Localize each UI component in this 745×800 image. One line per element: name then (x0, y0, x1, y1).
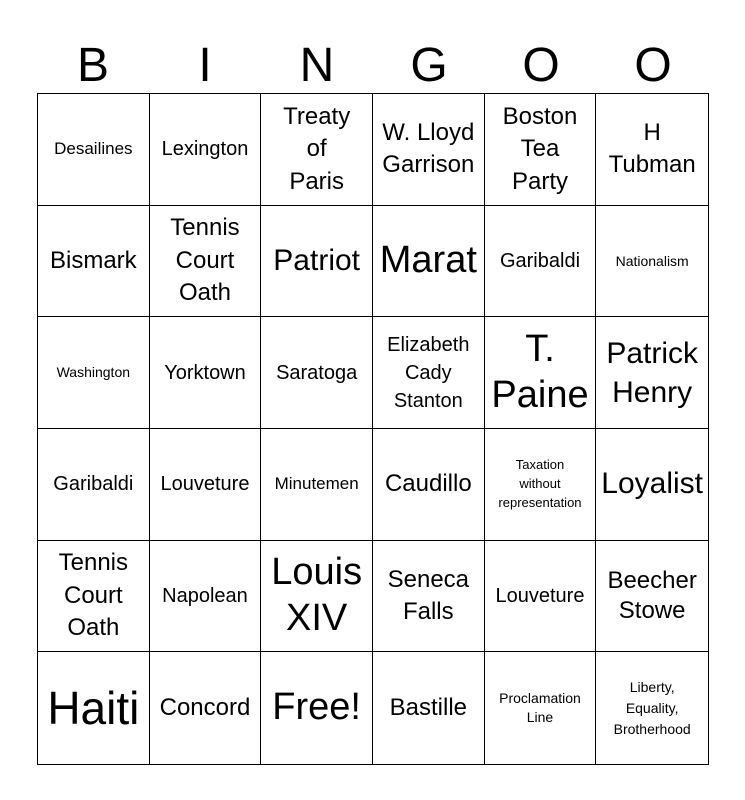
cell-text: Elizabeth Cady Stanton (387, 333, 470, 412)
cell-text: Tennis Court Oath (58, 549, 129, 642)
header-letter-i: I (198, 39, 212, 92)
cell-text: Bismark (49, 246, 137, 274)
bingo-cell[interactable] (596, 429, 708, 541)
cell-text: Marat (379, 239, 477, 282)
header-letter-g: G (410, 39, 448, 92)
bingo-cell[interactable] (38, 317, 150, 429)
cell-text: Loyalist (601, 467, 704, 501)
bingo-cell[interactable] (596, 541, 708, 653)
cell-text: Treaty of Paris (283, 102, 351, 195)
header-letter-o-2: O (634, 39, 672, 92)
cell-text: Liberty, Equality, Brotherhood (613, 678, 691, 737)
bingo-cell[interactable] (38, 541, 150, 653)
bingo-cell[interactable] (150, 94, 262, 206)
cell-text: Proclamation Line (499, 690, 581, 726)
cell-text: H Tubman (608, 118, 696, 179)
bingo-cell[interactable] (261, 541, 373, 653)
cell-text: Haiti (47, 681, 140, 734)
bingo-cell[interactable] (38, 429, 150, 541)
bingo-cell[interactable] (596, 94, 708, 206)
bingo-cell[interactable] (373, 94, 485, 206)
cell-text: Tennis Court Oath (170, 214, 240, 307)
cell-text: Louveture (160, 473, 250, 496)
bingo-cell[interactable] (485, 652, 597, 764)
cell-text: Bastille (389, 693, 467, 721)
bingo-cell[interactable] (373, 429, 485, 541)
bingo-cell[interactable] (485, 541, 597, 653)
cell-text: Nationalism (615, 252, 689, 269)
bingo-cell[interactable] (373, 652, 485, 764)
bingo-cell[interactable] (261, 317, 373, 429)
bingo-cell[interactable] (373, 206, 485, 318)
bingo-board (37, 93, 709, 765)
cell-text: Boston Tea Party (502, 102, 578, 195)
cell-text: Napolean (162, 584, 248, 607)
cell-text: Caudillo (384, 470, 472, 498)
bingo-cell[interactable] (150, 206, 262, 318)
bingo-cell[interactable] (596, 317, 708, 429)
cell-text: Saratoga (276, 361, 358, 384)
header-letter-o: O (522, 39, 560, 92)
bingo-cell[interactable] (373, 317, 485, 429)
cell-text: T. Paine (491, 328, 589, 416)
bingo-cell[interactable] (261, 652, 373, 764)
header-letter-n: N (299, 39, 335, 92)
cell-text: Minutemen (274, 474, 359, 494)
cell-text: Free! (272, 686, 361, 729)
bingo-cell[interactable] (485, 206, 597, 318)
cell-text: Louis XIV (271, 551, 363, 639)
cell-text: Washington (56, 364, 131, 381)
bingo-cell[interactable] (485, 94, 597, 206)
bingo-cell[interactable] (485, 429, 597, 541)
cell-text: Concord (159, 693, 251, 721)
bingo-cell[interactable] (150, 429, 262, 541)
bingo-cell[interactable] (261, 206, 373, 318)
cell-text: Patriot (273, 243, 361, 277)
cell-text: Garibaldi (53, 473, 134, 496)
bingo-cell[interactable] (150, 652, 262, 764)
cell-text: Louveture (495, 584, 585, 607)
cell-text: Yorktown (164, 361, 246, 384)
bingo-cell[interactable] (261, 94, 373, 206)
bingo-cell[interactable] (150, 317, 262, 429)
header-letter-b: B (76, 39, 109, 92)
cell-text: Desailines (54, 139, 133, 159)
bingo-cell[interactable] (38, 652, 150, 764)
bingo-cell[interactable] (596, 206, 708, 318)
bingo-header (37, 38, 709, 94)
cell-text: Taxation without representation (498, 457, 582, 510)
bingo-cell[interactable] (150, 541, 262, 653)
cell-text: Patrick Henry (606, 336, 698, 409)
bingo-cell[interactable] (38, 206, 150, 318)
cell-text: W. Lloyd Garrison (382, 118, 475, 179)
cell-text: Lexington (161, 138, 249, 161)
bingo-cell[interactable] (373, 541, 485, 653)
cell-text: Beecher Stowe (607, 566, 697, 624)
cell-text: Seneca Falls (387, 565, 470, 625)
cell-text: Garibaldi (499, 249, 581, 272)
bingo-cell[interactable] (485, 317, 597, 429)
bingo-cell[interactable] (38, 94, 150, 206)
bingo-cell[interactable] (596, 652, 708, 764)
bingo-cell[interactable] (261, 429, 373, 541)
